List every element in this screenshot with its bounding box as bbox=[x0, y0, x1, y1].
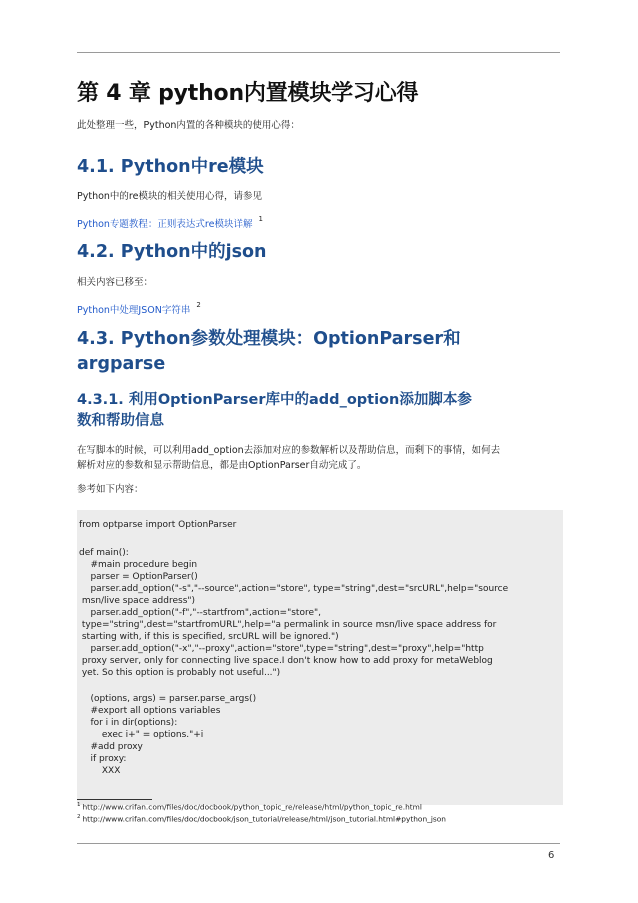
footer-rule bbox=[77, 843, 560, 844]
code-line: if proxy: bbox=[79, 754, 127, 764]
page-number: 6 bbox=[548, 850, 555, 861]
footnote-2-number: 2 bbox=[77, 814, 81, 820]
section-4-1-text: Python中的re模块的相关使用心得，请参见 bbox=[77, 191, 262, 202]
code-line: proxy server, only for connecting live space.I don't know how to add proxy for metaWeblog bbox=[79, 656, 493, 666]
footnote-ref-2[interactable]: 2 bbox=[196, 300, 201, 309]
code-line: parser.add_option("-x","--proxy",action="store",type="string",dest="proxy",help="http bbox=[79, 644, 484, 654]
reference-intro: 参考如下内容： bbox=[77, 484, 144, 495]
code-line: XXX bbox=[79, 766, 121, 776]
code-line: parser.add_option("-f","--startfrom",action="store", bbox=[79, 608, 321, 618]
code-line: #add proxy bbox=[79, 742, 143, 752]
section-4-1-heading: 4.1. Python中re模块 bbox=[77, 157, 264, 177]
section-4-3-1-para-line1: 在写脚本的时候，可以利用add_option去添加对应的参数解析以及帮助信息，而剩下的事情，如何去 bbox=[77, 445, 501, 456]
code-line: exec i+" = options."+i bbox=[79, 730, 204, 740]
section-4-3-heading-line1: 4.3. Python参数处理模块：OptionParser和 bbox=[77, 329, 461, 349]
code-line: #export all options variables bbox=[79, 706, 221, 716]
code-line: from optparse import OptionParser bbox=[79, 520, 237, 530]
section-4-2-heading: 4.2. Python中的json bbox=[77, 242, 267, 262]
code-line: yet. So this option is probably not useful...") bbox=[79, 668, 281, 678]
section-4-3-heading-line2: argparse bbox=[77, 354, 166, 374]
footnote-2-text[interactable]: http://www.crifan.com/files/doc/docbook/json_tutorial/release/html/json_tutorial.html#python_json bbox=[82, 814, 446, 824]
chapter-intro: 此处整理一些，Python内置的各种模块的使用心得： bbox=[77, 120, 300, 131]
code-line: parser = OptionParser() bbox=[79, 572, 198, 582]
code-line: type="string",dest="startfromURL",help="a permalink in source msn/live space address for bbox=[79, 620, 497, 630]
header-rule bbox=[77, 52, 560, 53]
code-line: (options, args) = parser.parse_args() bbox=[79, 694, 257, 704]
footnote-1-number: 1 bbox=[77, 802, 81, 808]
chapter-title: 第 4 章 python内置模块学习心得 bbox=[77, 81, 419, 106]
code-line: starting with, if this is specified, srcURL will be ignored.") bbox=[79, 632, 339, 642]
code-line: for i in dir(options): bbox=[79, 718, 178, 728]
code-line: parser.add_option("-s","--source",action="store", type="string",dest="srcURL",help="source bbox=[79, 584, 509, 594]
code-block bbox=[77, 510, 563, 805]
section-4-3-1-para-line2: 解析对应的参数和显示帮助信息，都是由OptionParser自动完成了。 bbox=[77, 460, 367, 471]
footnote-2 bbox=[77, 814, 446, 823]
section-4-1-link-row bbox=[77, 212, 263, 231]
section-4-2-link-row bbox=[77, 298, 201, 317]
section-4-2-text: 相关内容已移至： bbox=[77, 277, 154, 288]
re-module-tutorial-link[interactable]: Python专题教程：正则表达式re模块详解 bbox=[77, 219, 253, 230]
code-line: #main procedure begin bbox=[79, 560, 198, 570]
section-4-3-1-heading-line2: 数和帮助信息 bbox=[77, 413, 164, 429]
code-line: def main(): bbox=[79, 548, 129, 558]
footnote-1 bbox=[77, 802, 422, 811]
json-string-link[interactable]: Python中处理JSON字符串 bbox=[77, 305, 191, 316]
section-4-3-1-heading-line1: 4.3.1. 利用OptionParser库中的add_option添加脚本参 bbox=[77, 392, 472, 408]
footnote-rule bbox=[77, 799, 152, 800]
footnote-1-text[interactable]: http://www.crifan.com/files/doc/docbook/python_topic_re/release/html/python_topic_re.html bbox=[82, 802, 422, 812]
code-line: msn/live space address") bbox=[79, 596, 196, 606]
footnote-ref-1[interactable]: 1 bbox=[258, 214, 263, 223]
